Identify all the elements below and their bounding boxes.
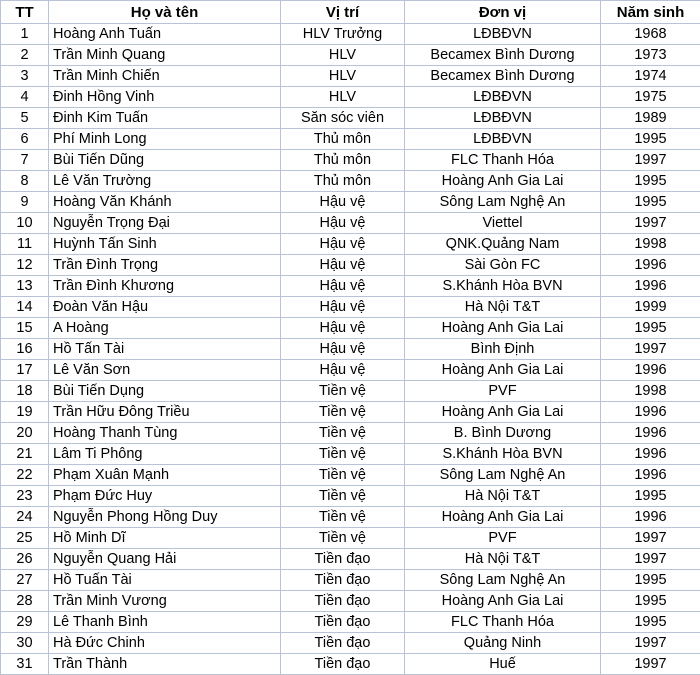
cell-tt: 13	[1, 276, 49, 297]
cell-birthyear: 1997	[601, 213, 700, 234]
cell-club: Hà Nội T&T	[405, 549, 601, 570]
cell-club: LĐBĐVN	[405, 87, 601, 108]
cell-name: Phí Minh Long	[49, 129, 281, 150]
cell-position: Hậu vệ	[281, 318, 405, 339]
cell-position: Tiền đạo	[281, 612, 405, 633]
table-row	[1, 423, 700, 444]
cell-name: Bùi Tiến Dũng	[49, 150, 281, 171]
cell-tt: 18	[1, 381, 49, 402]
cell-club: Becamex Bình Dương	[405, 45, 601, 66]
cell-position: HLV	[281, 45, 405, 66]
cell-club: Huế	[405, 654, 601, 675]
cell-birthyear: 1995	[601, 129, 700, 150]
cell-club: LĐBĐVN	[405, 108, 601, 129]
cell-tt: 30	[1, 633, 49, 654]
table-row	[1, 213, 700, 234]
cell-tt: 3	[1, 66, 49, 87]
cell-club: Hoàng Anh Gia Lai	[405, 507, 601, 528]
cell-position: Hậu vệ	[281, 255, 405, 276]
cell-tt: 4	[1, 87, 49, 108]
cell-position: Thủ môn	[281, 129, 405, 150]
cell-position: Thủ môn	[281, 150, 405, 171]
table-row	[1, 381, 700, 402]
cell-tt: 7	[1, 150, 49, 171]
cell-club: Hoàng Anh Gia Lai	[405, 591, 601, 612]
table-row	[1, 570, 700, 591]
cell-club: Bình Định	[405, 339, 601, 360]
cell-birthyear: 1973	[601, 45, 700, 66]
table-row	[1, 549, 700, 570]
cell-position: Tiền vệ	[281, 486, 405, 507]
cell-name: Bùi Tiến Dụng	[49, 381, 281, 402]
cell-position: HLV Trưởng	[281, 24, 405, 45]
cell-tt: 28	[1, 591, 49, 612]
cell-tt: 21	[1, 444, 49, 465]
column-header-position: Vị trí	[281, 1, 405, 24]
cell-club: Hà Nội T&T	[405, 297, 601, 318]
cell-tt: 17	[1, 360, 49, 381]
cell-birthyear: 1997	[601, 528, 700, 549]
cell-tt: 22	[1, 465, 49, 486]
cell-tt: 9	[1, 192, 49, 213]
cell-name: Phạm Xuân Mạnh	[49, 465, 281, 486]
table-row	[1, 465, 700, 486]
cell-name: Trần Đình Trọng	[49, 255, 281, 276]
table-row	[1, 87, 700, 108]
column-header-club: Đơn vị	[405, 1, 601, 24]
table-row	[1, 654, 700, 675]
cell-position: HLV	[281, 87, 405, 108]
table-row	[1, 45, 700, 66]
cell-birthyear: 1996	[601, 255, 700, 276]
cell-club: FLC Thanh Hóa	[405, 150, 601, 171]
cell-name: Trần Minh Chiến	[49, 66, 281, 87]
cell-tt: 20	[1, 423, 49, 444]
table-header-row	[1, 1, 700, 24]
table-row	[1, 486, 700, 507]
cell-club: B. Bình Dương	[405, 423, 601, 444]
table-row	[1, 507, 700, 528]
cell-birthyear: 1999	[601, 297, 700, 318]
cell-birthyear: 1995	[601, 591, 700, 612]
cell-name: Hồ Tuấn Tài	[49, 570, 281, 591]
cell-name: Đinh Hồng Vinh	[49, 87, 281, 108]
table-row	[1, 108, 700, 129]
cell-position: Tiền đạo	[281, 654, 405, 675]
cell-position: Hậu vệ	[281, 276, 405, 297]
cell-name: Lê Văn Trường	[49, 171, 281, 192]
cell-tt: 25	[1, 528, 49, 549]
cell-club: S.Khánh Hòa BVN	[405, 276, 601, 297]
cell-position: Săn sóc viên	[281, 108, 405, 129]
column-header-tt: TT	[1, 1, 49, 24]
cell-club: Becamex Bình Dương	[405, 66, 601, 87]
table-row	[1, 24, 700, 45]
cell-club: Quảng Ninh	[405, 633, 601, 654]
table-row	[1, 276, 700, 297]
cell-position: Hậu vệ	[281, 339, 405, 360]
table-row	[1, 129, 700, 150]
table-row	[1, 66, 700, 87]
cell-name: Trần Thành	[49, 654, 281, 675]
table-row	[1, 612, 700, 633]
cell-name: Hoàng Anh Tuấn	[49, 24, 281, 45]
cell-name: Lê Văn Sơn	[49, 360, 281, 381]
cell-birthyear: 1995	[601, 318, 700, 339]
cell-birthyear: 1995	[601, 612, 700, 633]
cell-birthyear: 1995	[601, 171, 700, 192]
cell-birthyear: 1997	[601, 339, 700, 360]
cell-position: Tiền vệ	[281, 402, 405, 423]
cell-tt: 6	[1, 129, 49, 150]
cell-position: Hậu vệ	[281, 234, 405, 255]
column-header-birthyear: Năm sinh	[601, 1, 700, 24]
cell-name: Huỳnh Tấn Sinh	[49, 234, 281, 255]
cell-name: Trần Minh Quang	[49, 45, 281, 66]
table-row	[1, 171, 700, 192]
cell-name: Nguyễn Trọng Đại	[49, 213, 281, 234]
cell-club: Sông Lam Nghệ An	[405, 465, 601, 486]
cell-position: Thủ môn	[281, 171, 405, 192]
cell-club: Hoàng Anh Gia Lai	[405, 360, 601, 381]
cell-name: Lâm Ti Phông	[49, 444, 281, 465]
table-row	[1, 633, 700, 654]
cell-name: Hoàng Văn Khánh	[49, 192, 281, 213]
cell-position: Tiền vệ	[281, 423, 405, 444]
cell-club: Viettel	[405, 213, 601, 234]
cell-birthyear: 1995	[601, 192, 700, 213]
cell-tt: 15	[1, 318, 49, 339]
cell-position: Tiền vệ	[281, 465, 405, 486]
table-row	[1, 297, 700, 318]
table-row	[1, 402, 700, 423]
cell-tt: 26	[1, 549, 49, 570]
cell-birthyear: 1996	[601, 360, 700, 381]
cell-club: Sông Lam Nghệ An	[405, 192, 601, 213]
cell-birthyear: 1996	[601, 465, 700, 486]
cell-position: Tiền vệ	[281, 381, 405, 402]
cell-birthyear: 1995	[601, 570, 700, 591]
cell-birthyear: 1996	[601, 276, 700, 297]
cell-name: Trần Đình Khương	[49, 276, 281, 297]
table-row	[1, 150, 700, 171]
cell-tt: 5	[1, 108, 49, 129]
table-row	[1, 444, 700, 465]
cell-name: Hà Đức Chinh	[49, 633, 281, 654]
cell-tt: 2	[1, 45, 49, 66]
cell-birthyear: 1998	[601, 234, 700, 255]
cell-tt: 14	[1, 297, 49, 318]
cell-birthyear: 1968	[601, 24, 700, 45]
cell-club: FLC Thanh Hóa	[405, 612, 601, 633]
table-row	[1, 234, 700, 255]
cell-club: Hoàng Anh Gia Lai	[405, 318, 601, 339]
cell-tt: 31	[1, 654, 49, 675]
table-row	[1, 360, 700, 381]
table-body	[1, 24, 700, 675]
table-row	[1, 318, 700, 339]
table-row	[1, 528, 700, 549]
cell-tt: 11	[1, 234, 49, 255]
cell-club: PVF	[405, 528, 601, 549]
cell-birthyear: 1997	[601, 654, 700, 675]
cell-position: Tiền đạo	[281, 570, 405, 591]
cell-birthyear: 1989	[601, 108, 700, 129]
cell-tt: 27	[1, 570, 49, 591]
table-row	[1, 591, 700, 612]
cell-position: Tiền vệ	[281, 528, 405, 549]
cell-club: S.Khánh Hòa BVN	[405, 444, 601, 465]
cell-birthyear: 1996	[601, 423, 700, 444]
cell-name: Phạm Đức Huy	[49, 486, 281, 507]
cell-birthyear: 1975	[601, 87, 700, 108]
cell-position: Tiền đạo	[281, 549, 405, 570]
cell-name: Hoàng Thanh Tùng	[49, 423, 281, 444]
column-header-name: Họ và tên	[49, 1, 281, 24]
cell-name: Đoàn Văn Hậu	[49, 297, 281, 318]
table-row	[1, 339, 700, 360]
cell-birthyear: 1997	[601, 549, 700, 570]
cell-birthyear: 1996	[601, 507, 700, 528]
cell-birthyear: 1996	[601, 444, 700, 465]
cell-name: Hồ Minh Dĩ	[49, 528, 281, 549]
cell-position: HLV	[281, 66, 405, 87]
cell-position: Tiền vệ	[281, 507, 405, 528]
cell-club: PVF	[405, 381, 601, 402]
cell-club: Sông Lam Nghệ An	[405, 570, 601, 591]
cell-name: Nguyễn Phong Hồng Duy	[49, 507, 281, 528]
cell-tt: 23	[1, 486, 49, 507]
cell-name: Trần Hữu Đông Triều	[49, 402, 281, 423]
cell-position: Hậu vệ	[281, 360, 405, 381]
cell-birthyear: 1995	[601, 486, 700, 507]
cell-club: LĐBĐVN	[405, 129, 601, 150]
cell-name: Đinh Kim Tuấn	[49, 108, 281, 129]
cell-club: Hoàng Anh Gia Lai	[405, 171, 601, 192]
cell-club: Hoàng Anh Gia Lai	[405, 402, 601, 423]
cell-club: Hà Nội T&T	[405, 486, 601, 507]
cell-birthyear: 1997	[601, 633, 700, 654]
cell-tt: 12	[1, 255, 49, 276]
cell-name: Lê Thanh Bình	[49, 612, 281, 633]
cell-birthyear: 1998	[601, 381, 700, 402]
cell-position: Tiền đạo	[281, 633, 405, 654]
cell-birthyear: 1997	[601, 150, 700, 171]
cell-tt: 29	[1, 612, 49, 633]
cell-tt: 16	[1, 339, 49, 360]
cell-club: Sài Gòn FC	[405, 255, 601, 276]
cell-tt: 19	[1, 402, 49, 423]
cell-position: Hậu vệ	[281, 192, 405, 213]
cell-name: Hồ Tấn Tài	[49, 339, 281, 360]
cell-name: A Hoàng	[49, 318, 281, 339]
cell-position: Hậu vệ	[281, 213, 405, 234]
cell-tt: 24	[1, 507, 49, 528]
cell-tt: 8	[1, 171, 49, 192]
cell-birthyear: 1996	[601, 402, 700, 423]
cell-tt: 10	[1, 213, 49, 234]
cell-tt: 1	[1, 24, 49, 45]
cell-club: QNK.Quảng Nam	[405, 234, 601, 255]
cell-position: Hậu vệ	[281, 297, 405, 318]
table-row	[1, 192, 700, 213]
table-row	[1, 255, 700, 276]
cell-club: LĐBĐVN	[405, 24, 601, 45]
cell-name: Trần Minh Vương	[49, 591, 281, 612]
cell-name: Nguyễn Quang Hải	[49, 549, 281, 570]
cell-position: Tiền đạo	[281, 591, 405, 612]
cell-position: Tiền vệ	[281, 444, 405, 465]
cell-birthyear: 1974	[601, 66, 700, 87]
